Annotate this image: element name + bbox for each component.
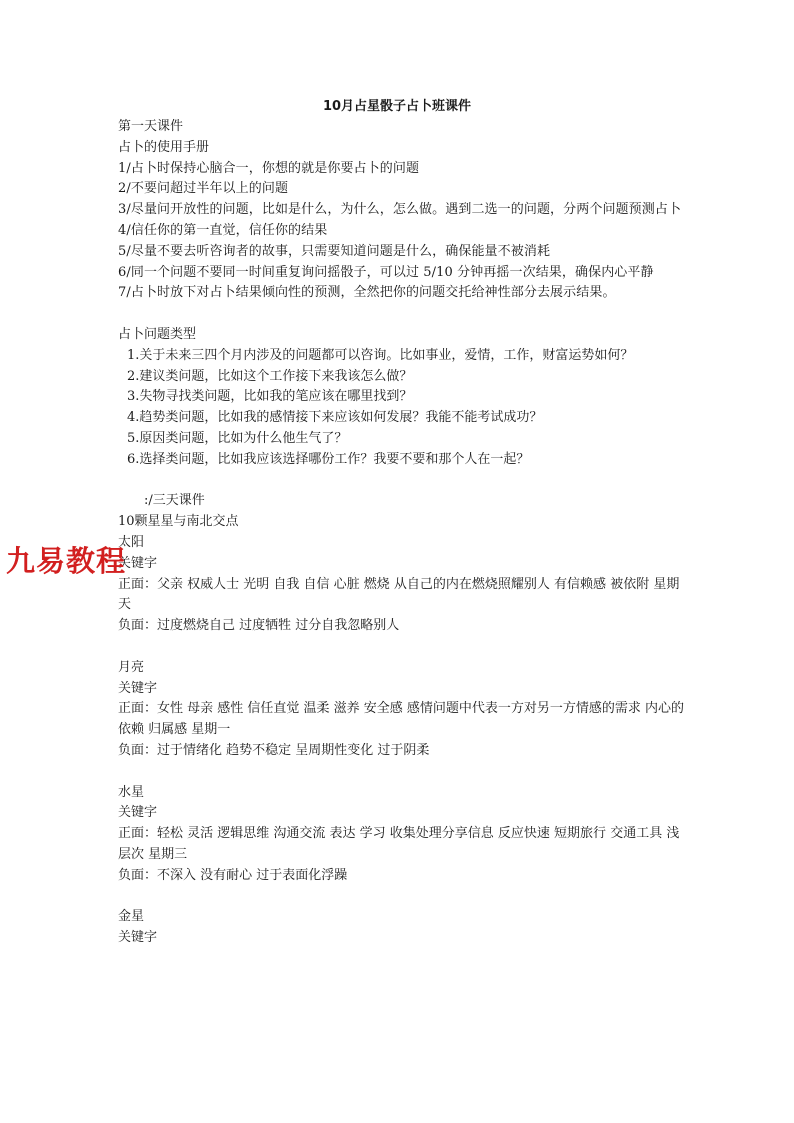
spacer bbox=[118, 304, 688, 325]
sun-keyword-label: 关键字 bbox=[118, 555, 158, 571]
sun-heading: 太阳 bbox=[118, 534, 145, 550]
rule-item: 3/尽量问开放性的问题，比如是什么，为什么，怎么做。遇到二选一的问题，分两个问题预测占卜 bbox=[118, 202, 682, 218]
document-body bbox=[118, 117, 688, 949]
type-item: 5.原因类问题，比如为什么他生气了？ bbox=[127, 430, 348, 446]
document-title: 10月占星骰子占卜班课件 bbox=[322, 99, 472, 114]
rule-item: 4/信任你的第一直觉，信任你的结果 bbox=[118, 222, 328, 238]
sun-negative: 负面：过度燃烧自己 过度牺牲 过分自我忽略别人 bbox=[118, 618, 400, 634]
rule-item: 6/同一个问题不要同一时间重复询问摇骰子，可以过 5/10 分钟再摇一次结果，确保内心平静 bbox=[118, 264, 654, 280]
venus-heading: 金星 bbox=[118, 909, 145, 925]
rule-item: 2/不要问超过半年以上的问题 bbox=[118, 181, 289, 197]
day23-heading: :/三天课件 bbox=[144, 493, 205, 509]
sun-positive: 正面：父亲 权威人士 光明 自我 自信 心脏 燃烧 从自己的内在燃烧照耀别人 有信赖感 被依附 星期天 bbox=[118, 576, 680, 613]
rule-item: 5/尽量不要去听咨询者的故事，只需要知道问题是什么，确保能量不被消耗 bbox=[118, 243, 551, 259]
type-item: 4.趋势类问题，比如我的感情接下来应该如何发展？我能不能考试成功？ bbox=[127, 410, 543, 426]
type-item: 3.失物寻找类问题，比如我的笔应该在哪里找到？ bbox=[127, 389, 413, 405]
moon-negative: 负面：过于情绪化 趋势不稳定 呈周期性变化 过于阴柔 bbox=[118, 742, 430, 758]
spacer bbox=[118, 762, 688, 783]
rule-item: 1/占卜时保持心脑合一，你想的就是你要占卜的问题 bbox=[118, 160, 420, 176]
mercury-positive: 正面：轻松 灵活 逻辑思维 沟通交流 表达 学习 收集处理分享信息 反应快速 短期旅行 交通工具 浅层次 星期三 bbox=[118, 826, 680, 862]
moon-positive: 正面：女性 母亲 感性 信任直觉 温柔 滋养 安全感 感情问题中代表一方对另一方情感的需求 内心的依赖 归属感 星期一 bbox=[118, 701, 685, 738]
spacer bbox=[118, 637, 688, 658]
spacer bbox=[118, 471, 688, 492]
moon-keyword-label: 关键字 bbox=[118, 680, 158, 696]
type-item: 1.关于未来三四个月内涉及的问题都可以咨询。比如事业，爱情，工作，财富运势如何？ bbox=[127, 347, 634, 363]
mercury-keyword-label: 关键字 bbox=[118, 805, 158, 821]
mercury-negative: 负面：不深入 没有耐心 过于表面化浮躁 bbox=[118, 867, 348, 883]
type-item: 6.选择类问题，比如我应该选择哪份工作？我要不要和那个人在一起？ bbox=[127, 451, 530, 467]
watermark-logo: 九易教程 bbox=[6, 544, 127, 578]
manual-heading: 占卜的使用手册 bbox=[118, 139, 210, 155]
types-heading: 占卜问题类型 bbox=[118, 326, 197, 342]
day1-heading: 第一天课件 bbox=[118, 119, 184, 134]
venus-keyword-label: 关键字 bbox=[118, 930, 158, 946]
spacer bbox=[118, 886, 688, 907]
moon-heading: 月亮 bbox=[118, 659, 145, 675]
rule-item: 7/占卜时放下对占卜结果倾向性的预测，全然把你的问题交托给神性部分去展示结果。 bbox=[118, 285, 616, 301]
planets-heading: 10颗星星与南北交点 bbox=[118, 514, 239, 530]
mercury-heading: 水星 bbox=[118, 784, 145, 800]
type-item: 2.建议类问题，比如这个工作接下来我该怎么做？ bbox=[127, 368, 413, 384]
